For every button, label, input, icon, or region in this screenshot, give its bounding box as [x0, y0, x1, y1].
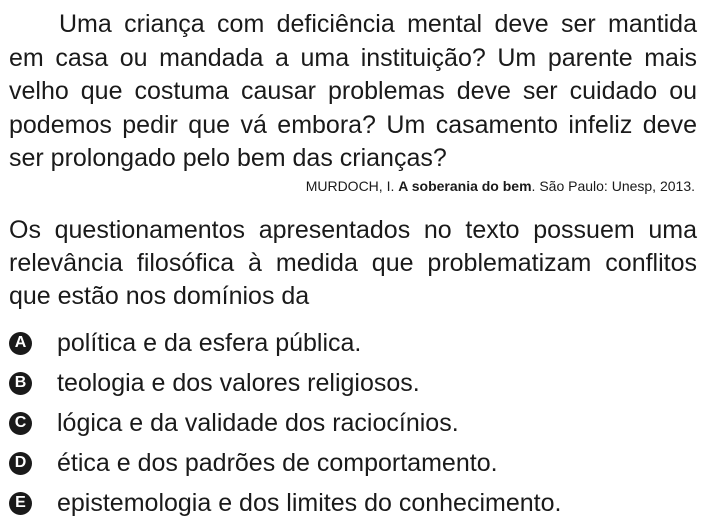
option-letter-badge: D	[9, 452, 32, 475]
citation-title: A soberania do bem	[398, 178, 532, 194]
option-letter-badge: E	[9, 492, 32, 515]
option-c[interactable]	[9, 403, 561, 443]
option-b[interactable]	[9, 363, 561, 403]
option-text: política e da esfera pública.	[57, 329, 362, 357]
option-text: ética e dos padrões de comportamento.	[57, 449, 498, 477]
answer-options	[9, 323, 561, 523]
passage-text: Uma criança com deficiência mental deve ser mantida em casa ou mandada a uma instituição? Um parente mais velho que costuma causar problemas deve ser cuidado ou podemos pedir que vá embora? Um casamento infeliz deve ser prolongado pelo bem das crianças?	[9, 10, 697, 172]
option-text: teologia e dos valores religiosos.	[57, 369, 420, 397]
citation	[306, 177, 695, 195]
option-text: epistemologia e dos limites do conhecimento.	[57, 489, 562, 517]
citation-author: MURDOCH, I.	[305, 178, 395, 194]
option-letter-badge: A	[9, 332, 32, 355]
question-text: Os questionamentos apresentados no texto possuem uma relevância filosófica à medida que problematizam conflitos que estão nos domínios da	[9, 216, 697, 310]
option-e[interactable]	[9, 483, 561, 523]
option-letter-badge: C	[9, 412, 32, 435]
option-text: lógica e da validade dos raciocínios.	[57, 409, 459, 437]
option-d[interactable]	[9, 443, 561, 483]
citation-publisher: . São Paulo: Unesp, 2013.	[531, 178, 695, 194]
option-letter-badge: B	[9, 372, 32, 395]
option-a[interactable]	[9, 323, 561, 363]
